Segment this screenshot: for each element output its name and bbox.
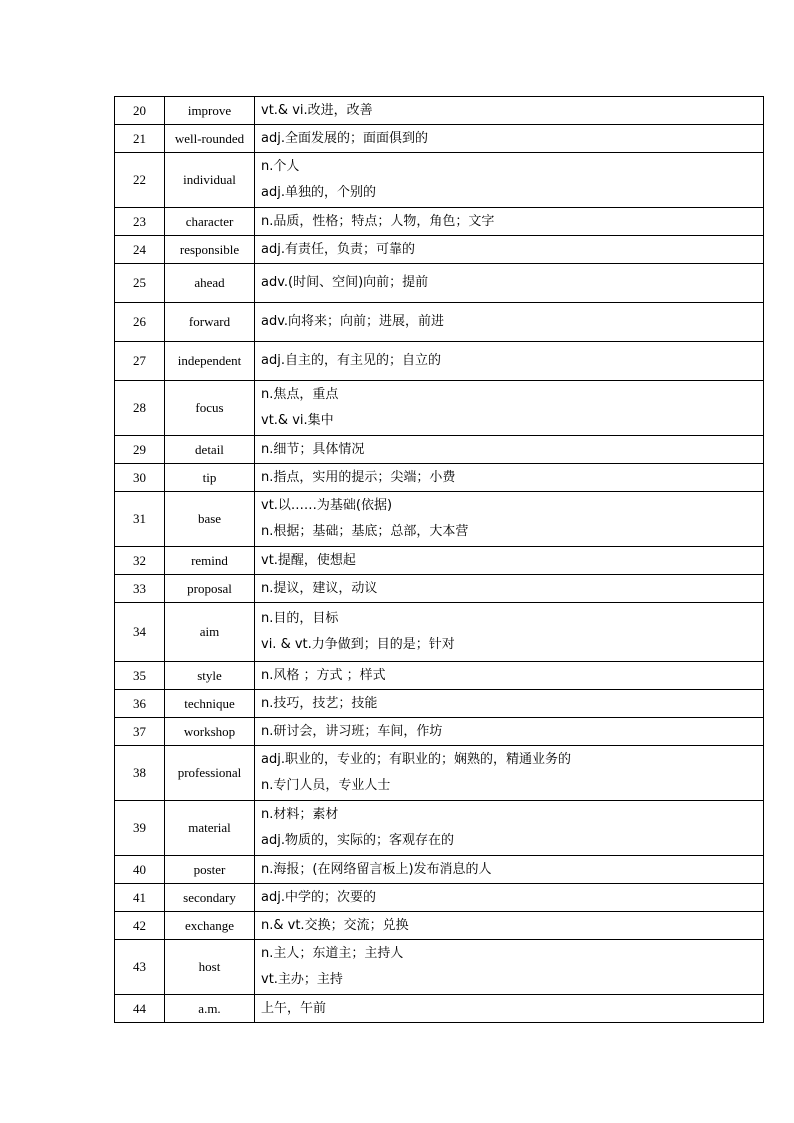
definition-line: adj.物质的，实际的；客观存在的 bbox=[261, 833, 454, 848]
definition-line: vt.主办；主持 bbox=[261, 972, 343, 987]
definition-line: vt.提醒，使想起 bbox=[261, 552, 356, 568]
entry-number: 35 bbox=[115, 662, 165, 690]
entry-definition bbox=[255, 153, 764, 208]
definition-line: 上午，午前 bbox=[261, 1000, 327, 1016]
table-row bbox=[115, 746, 764, 801]
entry-number: 26 bbox=[115, 303, 165, 342]
table-row bbox=[115, 801, 764, 856]
entry-number: 37 bbox=[115, 718, 165, 746]
table-row bbox=[115, 575, 764, 603]
entry-word: well-rounded bbox=[165, 125, 255, 153]
entry-definition bbox=[255, 303, 764, 342]
entry-word: exchange bbox=[165, 912, 255, 940]
table-row bbox=[115, 912, 764, 940]
entry-definition bbox=[255, 856, 764, 884]
definition-line: n.个人 bbox=[261, 159, 300, 174]
entry-definition bbox=[255, 940, 764, 995]
entry-definition bbox=[255, 912, 764, 940]
entry-definition bbox=[255, 381, 764, 436]
entry-number: 25 bbox=[115, 264, 165, 303]
table-row bbox=[115, 995, 764, 1023]
definition-line: adv.向将来；向前；进展，前进 bbox=[261, 314, 445, 329]
entry-number: 33 bbox=[115, 575, 165, 603]
entry-definition bbox=[255, 884, 764, 912]
table-row bbox=[115, 464, 764, 492]
entry-word: improve bbox=[165, 97, 255, 125]
entry-word: independent bbox=[165, 342, 255, 381]
entry-number: 24 bbox=[115, 236, 165, 264]
definition-line: n.焦点，重点 bbox=[261, 387, 339, 402]
entry-word: remind bbox=[165, 547, 255, 575]
vocabulary-table-body bbox=[115, 97, 764, 1023]
table-row bbox=[115, 436, 764, 464]
entry-number: 20 bbox=[115, 97, 165, 125]
definition-line: n.风格 ；方式 ；样式 bbox=[261, 667, 386, 683]
entry-word: responsible bbox=[165, 236, 255, 264]
entry-number: 41 bbox=[115, 884, 165, 912]
entry-definition bbox=[255, 125, 764, 153]
entry-definition bbox=[255, 575, 764, 603]
table-row bbox=[115, 264, 764, 303]
entry-number: 42 bbox=[115, 912, 165, 940]
definition-line: adj.中学的；次要的 bbox=[261, 889, 376, 905]
entry-word: workshop bbox=[165, 718, 255, 746]
table-row bbox=[115, 381, 764, 436]
entry-word: proposal bbox=[165, 575, 255, 603]
definition-line: vi. & vt.力争做到；目的是；针对 bbox=[261, 637, 455, 652]
definition-line: n.细节；具体情况 bbox=[261, 441, 365, 457]
entry-definition bbox=[255, 995, 764, 1023]
vocabulary-table bbox=[114, 96, 764, 1023]
entry-definition bbox=[255, 801, 764, 856]
entry-word: detail bbox=[165, 436, 255, 464]
entry-number: 31 bbox=[115, 492, 165, 547]
entry-word: secondary bbox=[165, 884, 255, 912]
table-row bbox=[115, 125, 764, 153]
entry-word: forward bbox=[165, 303, 255, 342]
entry-word: individual bbox=[165, 153, 255, 208]
definition-line: vt.以……为基础(依据) bbox=[261, 498, 393, 513]
definition-line: n.专门人员，专业人士 bbox=[261, 778, 391, 793]
definition-line: adj.自主的，有主见的；自立的 bbox=[261, 353, 441, 368]
table-row bbox=[115, 662, 764, 690]
definition-line: n.海报；(在网络留言板上)发布消息的人 bbox=[261, 861, 492, 877]
entry-definition bbox=[255, 464, 764, 492]
table-row bbox=[115, 236, 764, 264]
entry-number: 29 bbox=[115, 436, 165, 464]
entry-word: focus bbox=[165, 381, 255, 436]
entry-number: 44 bbox=[115, 995, 165, 1023]
entry-word: base bbox=[165, 492, 255, 547]
definition-line: adv.(时间、空间)向前；提前 bbox=[261, 275, 429, 290]
entry-word: ahead bbox=[165, 264, 255, 303]
definition-line: n.提议，建议，动议 bbox=[261, 580, 378, 596]
entry-word: a.m. bbox=[165, 995, 255, 1023]
entry-number: 27 bbox=[115, 342, 165, 381]
definition-line: n.& vt.交换；交流；兑换 bbox=[261, 917, 409, 933]
entry-definition bbox=[255, 603, 764, 662]
table-row bbox=[115, 547, 764, 575]
definition-line: n.品质，性格；特点；人物，角色；文字 bbox=[261, 213, 495, 229]
entry-number: 32 bbox=[115, 547, 165, 575]
entry-word: material bbox=[165, 801, 255, 856]
entry-word: tip bbox=[165, 464, 255, 492]
definition-line: n.材料；素材 bbox=[261, 807, 339, 822]
entry-definition bbox=[255, 547, 764, 575]
table-row bbox=[115, 690, 764, 718]
entry-definition bbox=[255, 97, 764, 125]
table-row bbox=[115, 940, 764, 995]
entry-definition bbox=[255, 236, 764, 264]
entry-definition bbox=[255, 264, 764, 303]
entry-definition bbox=[255, 690, 764, 718]
definition-line: n.指点，实用的提示；尖端；小费 bbox=[261, 469, 456, 485]
definition-line: n.研讨会，讲习班；车间，作坊 bbox=[261, 723, 443, 739]
table-row bbox=[115, 303, 764, 342]
definition-line: adj.职业的，专业的；有职业的；娴熟的，精通业务的 bbox=[261, 752, 571, 767]
entry-definition bbox=[255, 436, 764, 464]
table-row bbox=[115, 492, 764, 547]
table-row bbox=[115, 603, 764, 662]
table-row bbox=[115, 342, 764, 381]
entry-word: aim bbox=[165, 603, 255, 662]
entry-definition bbox=[255, 662, 764, 690]
table-row bbox=[115, 856, 764, 884]
entry-number: 28 bbox=[115, 381, 165, 436]
entry-number: 40 bbox=[115, 856, 165, 884]
entry-number: 23 bbox=[115, 208, 165, 236]
definition-line: adj.全面发展的；面面俱到的 bbox=[261, 130, 428, 146]
definition-line: n.根据；基础；基底；总部，大本营 bbox=[261, 524, 469, 539]
entry-number: 22 bbox=[115, 153, 165, 208]
entry-word: technique bbox=[165, 690, 255, 718]
entry-number: 39 bbox=[115, 801, 165, 856]
entry-number: 43 bbox=[115, 940, 165, 995]
entry-number: 21 bbox=[115, 125, 165, 153]
table-row bbox=[115, 208, 764, 236]
entry-number: 38 bbox=[115, 746, 165, 801]
entry-word: character bbox=[165, 208, 255, 236]
entry-word: professional bbox=[165, 746, 255, 801]
table-row bbox=[115, 153, 764, 208]
entry-word: poster bbox=[165, 856, 255, 884]
entry-definition bbox=[255, 718, 764, 746]
entry-definition bbox=[255, 342, 764, 381]
definition-line: n.目的，目标 bbox=[261, 611, 339, 626]
definition-line: adj.单独的，个别的 bbox=[261, 185, 376, 200]
entry-number: 36 bbox=[115, 690, 165, 718]
definition-line: vt.& vi.改进，改善 bbox=[261, 102, 373, 118]
entry-word: style bbox=[165, 662, 255, 690]
entry-word: host bbox=[165, 940, 255, 995]
definition-line: n.主人；东道主；主持人 bbox=[261, 946, 404, 961]
definition-line: n.技巧，技艺；技能 bbox=[261, 695, 378, 711]
entry-definition bbox=[255, 492, 764, 547]
definition-line: adj.有责任，负责；可靠的 bbox=[261, 241, 415, 257]
entry-definition bbox=[255, 746, 764, 801]
table-row bbox=[115, 884, 764, 912]
table-row bbox=[115, 97, 764, 125]
table-row bbox=[115, 718, 764, 746]
definition-line: vt.& vi.集中 bbox=[261, 413, 334, 428]
entry-number: 30 bbox=[115, 464, 165, 492]
entry-definition bbox=[255, 208, 764, 236]
entry-number: 34 bbox=[115, 603, 165, 662]
